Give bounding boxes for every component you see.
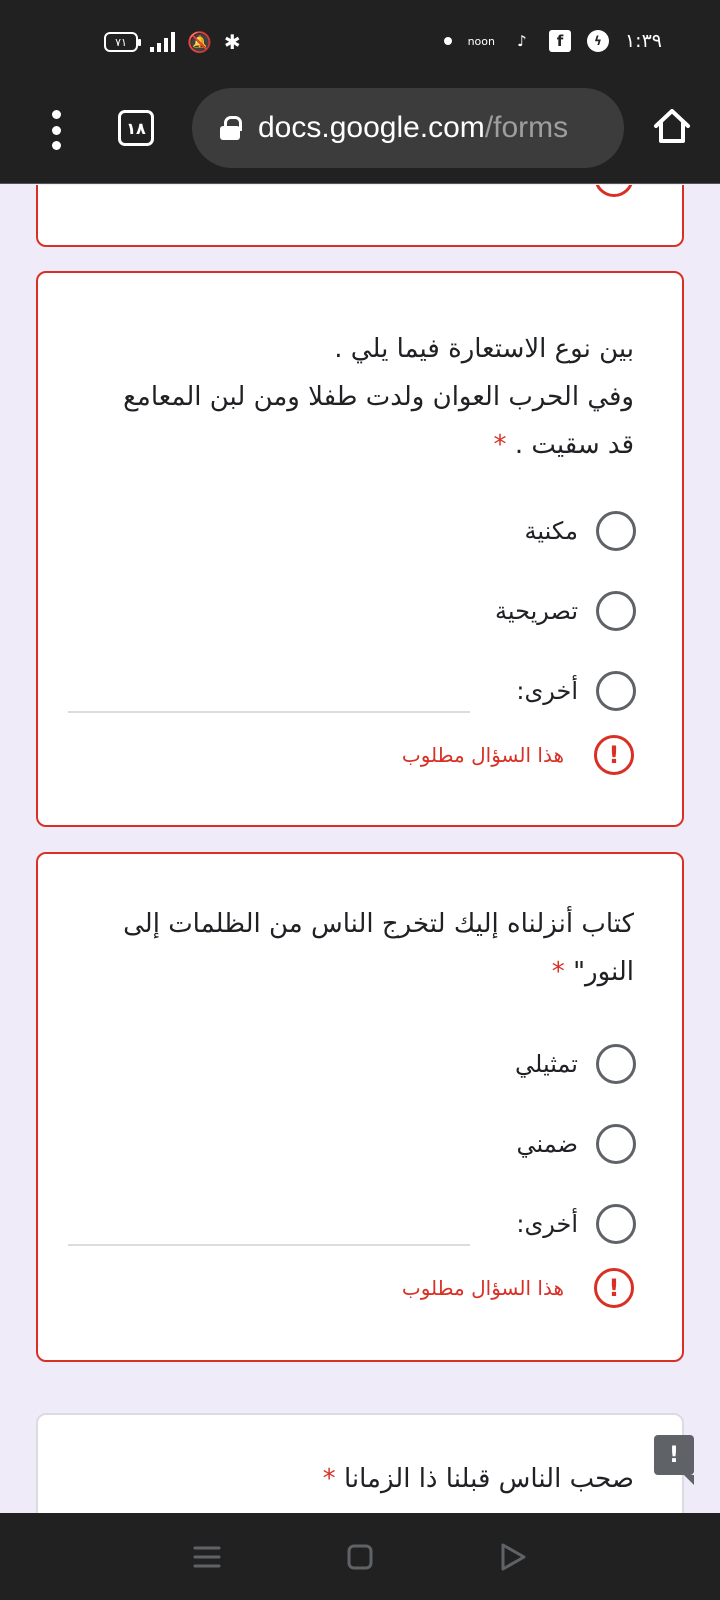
option-tasrihiya[interactable] (495, 589, 636, 633)
tiktok-icon: ♪ (517, 32, 527, 50)
facebook-icon: f (549, 30, 571, 52)
radio-button[interactable] (596, 1044, 636, 1084)
error-icon: ! (594, 735, 634, 775)
battery-level: ٧١ (115, 35, 127, 49)
feedback-icon: ! (668, 1442, 680, 1468)
lock-icon (220, 116, 240, 140)
recent-apps-button[interactable] (187, 1537, 227, 1577)
notification-dot-icon (444, 37, 452, 45)
option-tamthili[interactable] (515, 1042, 636, 1086)
option-label: تمثيلي (515, 1050, 578, 1078)
radio-button[interactable] (596, 591, 636, 631)
required-asterisk: * (551, 957, 565, 987)
required-asterisk: * (493, 430, 507, 460)
messenger-icon: ϟ (587, 30, 609, 52)
other-text-input[interactable] (68, 711, 470, 713)
home-nav-button[interactable] (340, 1537, 380, 1577)
error-message (402, 1268, 634, 1308)
mute-icon: 🔕 (187, 30, 212, 54)
error-message (402, 735, 634, 775)
url-path: /forms (484, 111, 569, 144)
status-bar (0, 0, 720, 88)
home-icon[interactable] (652, 106, 692, 146)
triangle-back-icon (499, 1542, 527, 1572)
system-nav-bar (0, 1513, 720, 1600)
tab-count: ١٨ (126, 118, 146, 138)
error-icon: ! (594, 1268, 634, 1308)
option-other[interactable] (516, 669, 636, 713)
back-nav-button[interactable] (493, 1537, 533, 1577)
error-text: هذا السؤال مطلوب (401, 1276, 564, 1300)
other-text-input[interactable] (68, 1244, 470, 1246)
battery-icon (104, 32, 138, 52)
option-label: أخرى: (516, 1210, 578, 1238)
question-text: صحب الناس قبلنا ذا الزمانا * (322, 1464, 634, 1494)
noon-app-icon: noon (467, 34, 495, 48)
error-text: هذا السؤال مطلوب (401, 743, 564, 767)
required-asterisk: * (322, 1464, 336, 1494)
option-label: أخرى: (516, 677, 578, 705)
radio-button[interactable] (596, 1204, 636, 1244)
option-label: ضمني (516, 1130, 578, 1158)
menu-icon[interactable] (49, 110, 63, 150)
option-other[interactable] (516, 1202, 636, 1246)
tab-switcher-button[interactable] (118, 110, 154, 146)
radio-button[interactable] (596, 1124, 636, 1164)
option-label: مكنية (524, 517, 578, 545)
question-card-2 (36, 852, 684, 1362)
feedback-button[interactable] (654, 1435, 694, 1475)
error-icon (594, 185, 634, 197)
clock: ١:٣٩ (624, 30, 662, 52)
radio-button[interactable] (596, 671, 636, 711)
radio-button[interactable] (596, 511, 636, 551)
question-card-3 (36, 1413, 684, 1513)
question-text: بين نوع الاستعارة فيما يلي . وفي الحرب العوان ولدت طفلا ومن لبن المعامع قد سقيت . * (123, 334, 634, 460)
question-card-1 (36, 271, 684, 827)
browser-toolbar (0, 88, 720, 184)
question-text: كتاب أنزلناه إليك لتخرج الناس من الظلمات إلى النور" * (123, 909, 634, 987)
question-card-previous (36, 185, 684, 247)
bluetooth-icon: ✱ (223, 30, 241, 54)
square-icon (347, 1544, 373, 1570)
form-content[interactable] (0, 185, 720, 1513)
menu-lines-icon (192, 1544, 222, 1570)
address-bar[interactable] (192, 88, 624, 168)
option-makniya[interactable] (525, 509, 636, 553)
option-dimni[interactable] (517, 1122, 637, 1166)
option-label: تصريحية (494, 597, 578, 625)
signal-icon (150, 32, 175, 52)
url-domain: docs.google.com (258, 111, 485, 144)
